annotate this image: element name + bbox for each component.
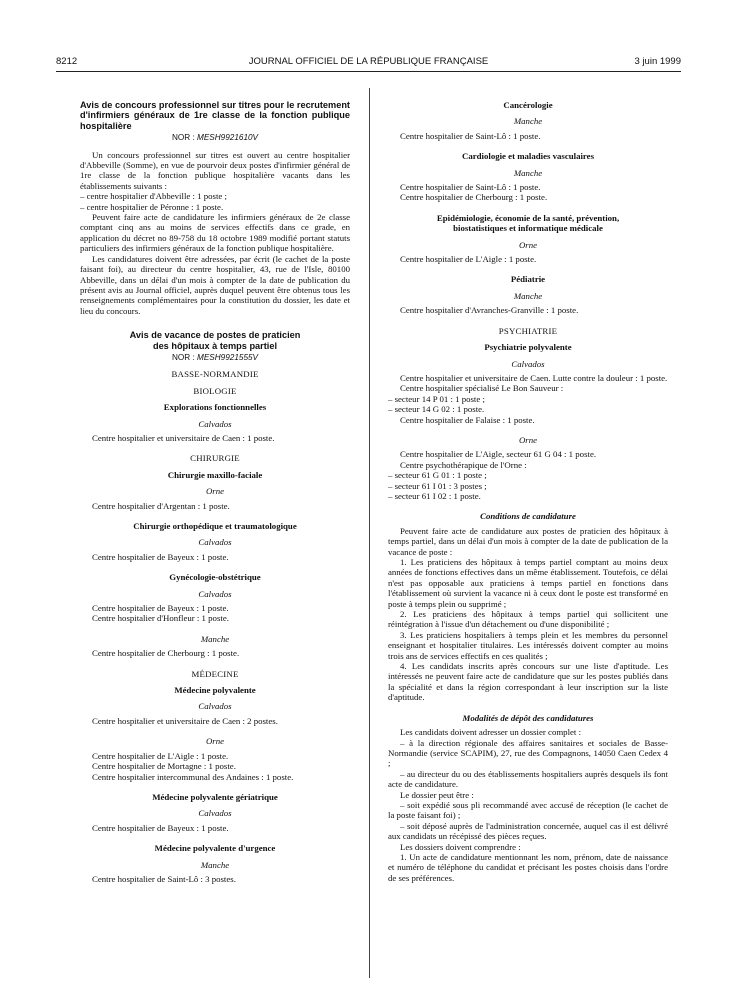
left-column [80, 100, 350, 884]
department-heading: Calvados [198, 588, 232, 599]
sector-line: – secteur 61 I 01 : 3 postes ; [388, 480, 487, 491]
specialty-heading: Cardiologie et maladies vasculaires [461, 151, 595, 162]
department-heading: Manche [200, 859, 230, 870]
right-column [388, 100, 668, 883]
post-line: Centre hospitalier et universitaire de Caen : 2 postes. [92, 715, 278, 726]
department-heading: Manche [200, 633, 230, 644]
avis1-nor: NOR : MESH9921610V [171, 133, 259, 143]
department-heading: Calvados [198, 701, 232, 712]
modalites-bullet: – au directeur du ou des établissements hospitaliers auprès desquels ils font acte de candidature. [388, 768, 668, 790]
post-line: Centre hospitalier de Bayeux : 1 poste. [92, 603, 229, 614]
region-heading: BASSE-NORMANDIE [171, 369, 259, 380]
post-line: Centre hospitalier et universitaire de Caen. Lutte contre la douleur : 1 poste. [400, 372, 668, 383]
department-heading: Calvados [198, 537, 232, 548]
specialty-heading: Médecine polyvalente d'urgence [154, 843, 276, 854]
avis1-paragraph: Les candidatures doivent être adressées, par écrit (le cachet de la poste faisant foi), au directeur du centre hospitalier, 43, rue de l'Isle, 80100 Abbeville, dans un délai d'un mois à compter de la date de publication du présent avis au Journal officiel, auprès duquel peuvent être obtenus tous les renseignements complémentaires pour la constitution du dossier, les date et lieu du concours. [80, 253, 350, 316]
conditions-item: 2. Les praticiens des hôpitaux à temps partiel qui sollicitent une réintégration à l'issue d'un détachement ou d'une disponibilité ; [388, 609, 668, 630]
specialty-heading: Chirurgie orthopédique et traumatologique [133, 521, 297, 531]
post-line: Centre hospitalier de Saint-Lô : 3 postes. [92, 873, 236, 884]
sector-line: – secteur 61 I 02 : 1 poste. [388, 490, 481, 501]
specialty-heading: Médecine polyvalente [174, 685, 256, 696]
post-line: Centre hospitalier de Bayeux : 1 poste. [92, 551, 229, 562]
avis1-title: Avis de concours professionnel sur titres pour le recrutement d'infirmiers généraux de 1re classe de la fonction publique hospitalière [80, 100, 350, 131]
modalites-title: Modalités de dépôt des candidatures [462, 712, 594, 723]
post-line: Centre hospitalier d'Honfleur : 1 poste. [92, 613, 229, 624]
avis1-paragraph: Un concours professionnel sur titres est ouvert au centre hospitalier d'Abbeville (Somme), en vue de pourvoir deux postes d'infirmier général de 1re classe de la fonction publique hospitalière vacants dans les établissements suivants : [80, 149, 350, 191]
department-heading: Manche [513, 290, 543, 301]
specialty-heading: Chirurgie maxillo-faciale [167, 469, 263, 480]
discipline-heading: MÉDECINE [191, 668, 239, 679]
department-heading: Manche [513, 167, 543, 178]
discipline-heading: BIOLOGIE [193, 385, 237, 396]
post-line: Centre hospitalier de Falaise : 1 poste. [400, 414, 535, 425]
page-number: 8212 [56, 56, 78, 67]
post-line: Centre hospitalier de L'Aigle, secteur 61 G 04 : 1 poste. [400, 449, 597, 460]
department-heading: Calvados [198, 418, 232, 429]
avis1-bullet: – centre hospitalier de Péronne : 1 poste. [80, 201, 224, 212]
post-line: Centre hospitalier de Bayeux : 1 poste. [92, 822, 229, 833]
modalites-bullet: – à la direction régionale des affaires sanitaires et sociales de Basse-Normandie (service SCAPIM), 27, rue des Compagnons, 14050 Caen Cedex 4 ; [388, 737, 668, 769]
header-rule [56, 71, 681, 72]
journal-title: JOURNAL OFFICIEL DE LA RÉPUBLIQUE FRANÇAISE [248, 56, 489, 67]
specialty-heading: Cancérologie [503, 100, 553, 110]
avis2-nor: NOR : MESH9921555V [171, 352, 259, 362]
department-heading: Orne [518, 239, 538, 250]
post-line: Centre hospitalier d'Avranches-Granville : 1 poste. [400, 305, 579, 316]
discipline-heading: CHIRURGIE [190, 453, 240, 464]
conditions-title: Conditions de candidature [480, 511, 576, 522]
specialty-heading: Médecine polyvalente gériatrique [152, 791, 278, 802]
post-line: Centre hospitalier de Cherbourg : 1 poste. [92, 648, 240, 659]
conditions-item: 3. Les praticiens hospitaliers à temps plein et les membres du personnel enseignant et hospitalier titulaires. Les intéressés doivent compter au moins trois ans de services effectifs en ces qualités ; [388, 629, 668, 661]
post-line: Centre hospitalier d'Argentan : 1 poste. [92, 500, 230, 511]
page-header [56, 56, 681, 70]
avis2-title-line2: des hôpitaux à temps partiel [152, 340, 278, 351]
modalites-bullet: – soit expédié sous pli recommandé avec accusé de réception (le cachet de la poste faisant foi) ; [388, 799, 668, 821]
conditions-item: 1. Les praticiens des hôpitaux à temps partiel comptant au moins deux années de fonctions effectives dans un même établissement. Toutefois, ce délai n'est pas opposable aux praticiens à temps partiel en fonctions dans l'établissement où survient la vacance ni à ceux dont le poste est transformé en poste à temps plein ou supprimé ; [388, 557, 668, 609]
post-line: Centre hospitalier de L'Aigle : 1 poste. [400, 254, 537, 265]
avis1-paragraph: Peuvent faire acte de candidature les infirmiers généraux de 2e classe comptant cinq ans au moins de services effectifs dans ce grade, en application du décret no 89-758 du 18 octobre 1989 modifié portant statuts particuliers des infirmiers généraux de la fonction publique hospitalière. [80, 212, 350, 254]
department-heading: Orne [518, 434, 538, 445]
modalites-paragraph: Les dossiers doivent comprendre : [400, 841, 521, 852]
conditions-paragraph: Peuvent faire acte de candidature aux postes de praticien des hôpitaux à temps partiel, dans un délai d'un mois à compter de la date de publication de la vacance de poste : [388, 525, 668, 557]
post-line: Centre psychothérapique de l'Orne : [400, 459, 527, 470]
post-line: Centre hospitalier de Saint-Lô : 1 poste. [400, 182, 541, 193]
avis2-title-line1: Avis de vacance de postes de praticien [129, 330, 301, 341]
department-heading: Orne [205, 736, 225, 747]
specialty-heading-line2: biostatistiques et informatique médicale [453, 223, 603, 234]
modalites-paragraph: Le dossier peut être : [400, 789, 474, 800]
specialty-heading-line1: Epidémiologie, économie de la santé, prévention, [436, 212, 620, 223]
column-divider [369, 88, 370, 978]
publication-date: 3 juin 1999 [634, 56, 681, 67]
specialty-heading: Gynécologie-obstétrique [169, 572, 261, 583]
post-line: Centre hospitalier de Saint-Lô : 1 poste. [400, 130, 541, 141]
department-heading: Manche [513, 116, 543, 127]
modalites-item: 1. Un acte de candidature mentionnant les nom, prénom, date de naissance et numéro de téléphone du candidat et précisant les postes choisis dans l'ordre de ses préférences. [388, 851, 668, 883]
specialty-heading: Explorations fonctionnelles [163, 402, 267, 413]
discipline-heading: PSYCHIATRIE [498, 325, 558, 336]
modalites-bullet: – soit déposé auprès de l'administration concernée, auquel cas il est délivré aux candidats un récépissé des pièces reçues. [388, 820, 668, 842]
sector-line: – secteur 61 G 01 : 1 poste ; [388, 470, 487, 481]
specialty-heading: Psychiatrie polyvalente [484, 342, 572, 353]
sector-line: – secteur 14 G 02 : 1 poste. [388, 404, 485, 415]
department-heading: Calvados [511, 358, 545, 369]
post-line: Centre hospitalier et universitaire de Caen : 1 poste. [92, 432, 275, 443]
specialty-heading: Pédiatrie [510, 274, 546, 285]
department-heading: Calvados [198, 808, 232, 819]
post-line: Centre hospitalier de Mortagne : 1 poste. [92, 761, 236, 772]
department-heading: Orne [205, 486, 225, 497]
post-line: Centre hospitalier spécialisé Le Bon Sauveur : [400, 383, 564, 394]
post-line: Centre hospitalier intercommunal des Andaines : 1 poste. [92, 771, 294, 782]
modalites-paragraph: Les candidats doivent adresser un dossier complet : [400, 727, 582, 738]
sector-line: – secteur 14 P 01 : 1 poste ; [388, 393, 485, 404]
post-line: Centre hospitalier de Cherbourg : 1 poste. [400, 192, 548, 203]
avis1-bullet: – centre hospitalier d'Abbeville : 1 poste ; [80, 191, 227, 202]
conditions-item: 4. Les candidats inscrits après concours sur une liste d'aptitude. Les intéressés ne peuvent faire acte de candidature que sur les postes publiés dans la spécialité et dans la région correspondant à leur inscription sur la liste d'aptitude. [388, 661, 668, 703]
post-line: Centre hospitalier de L'Aigle : 1 poste. [92, 750, 229, 761]
